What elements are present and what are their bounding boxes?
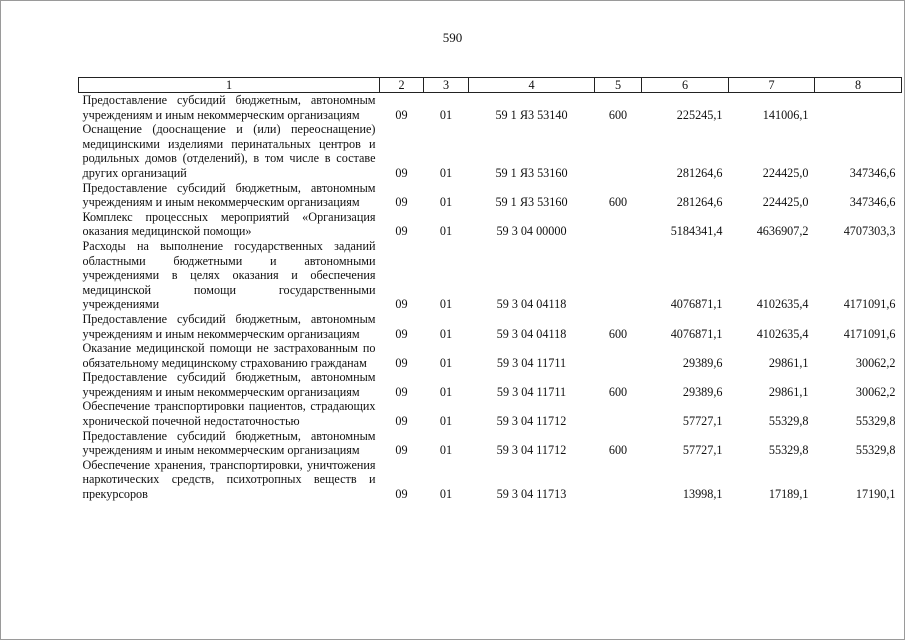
row-name: Комплекс процессных мероприятий «Организация оказания медицинской помощи» bbox=[82, 209, 376, 239]
table-body bbox=[79, 93, 902, 502]
row-subsection: 01 bbox=[439, 224, 453, 239]
row-target-code: 59 3 04 11711 bbox=[496, 384, 567, 399]
row-subsection: 01 bbox=[439, 165, 453, 180]
row-target-code: 59 3 04 04118 bbox=[496, 297, 567, 312]
row-amount-col6: 4076871,1 bbox=[670, 326, 723, 341]
row-target-code: 59 1 Я3 53160 bbox=[495, 165, 568, 180]
header-col-5: 5 bbox=[595, 78, 642, 93]
row-section: 09 bbox=[395, 224, 408, 239]
row-amount-col6: 57727,1 bbox=[682, 443, 723, 458]
row-section: 09 bbox=[395, 195, 408, 210]
row-expense-type: 600 bbox=[608, 384, 628, 399]
table-row bbox=[79, 239, 902, 312]
row-amount-col7: 224425,0 bbox=[762, 165, 809, 180]
row-amount-col6: 4076871,1 bbox=[670, 297, 723, 312]
row-target-code: 59 1 Я3 53140 bbox=[495, 107, 568, 122]
row-section: 09 bbox=[395, 384, 408, 399]
table-row bbox=[79, 122, 902, 180]
row-amount-col8: 17190,1 bbox=[855, 487, 896, 502]
row-amount-col8 bbox=[815, 93, 902, 123]
row-subsection: 01 bbox=[439, 384, 453, 399]
row-subsection: 01 bbox=[439, 326, 453, 341]
header-row bbox=[79, 78, 902, 93]
row-section: 09 bbox=[395, 355, 408, 370]
row-amount-col6: 5184341,4 bbox=[670, 224, 723, 239]
row-section: 09 bbox=[395, 297, 408, 312]
header-col-3: 3 bbox=[424, 78, 469, 93]
row-expense-type bbox=[595, 122, 642, 180]
row-expense-type: 600 bbox=[608, 195, 628, 210]
row-expense-type bbox=[595, 399, 642, 428]
row-subsection: 01 bbox=[439, 355, 453, 370]
row-amount-col7: 4102635,4 bbox=[756, 297, 809, 312]
row-name: Предоставление субсидий бюджетным, автономным учреждениям и иным некоммерческим организациям bbox=[82, 180, 376, 210]
row-amount-col8: 347346,6 bbox=[849, 195, 896, 210]
row-amount-col7: 29861,1 bbox=[768, 384, 809, 399]
header-col-1: 1 bbox=[79, 78, 380, 93]
row-amount-col7: 224425,0 bbox=[762, 195, 809, 210]
budget-table bbox=[78, 77, 902, 502]
row-subsection: 01 bbox=[439, 297, 453, 312]
row-amount-col7: 55329,8 bbox=[768, 414, 809, 429]
row-amount-col7: 4102635,4 bbox=[756, 326, 809, 341]
row-amount-col8: 55329,8 bbox=[855, 443, 896, 458]
row-amount-col6: 29389,6 bbox=[682, 384, 723, 399]
row-target-code: 59 3 04 04118 bbox=[496, 326, 567, 341]
row-amount-col7: 29861,1 bbox=[768, 355, 809, 370]
row-expense-type bbox=[595, 210, 642, 239]
row-subsection: 01 bbox=[439, 414, 453, 429]
table-row bbox=[79, 93, 902, 123]
row-amount-col8: 4171091,6 bbox=[843, 297, 896, 312]
row-name: Расходы на выполнение государственных заданий областными бюджетными и автономными учреждениями в целях оказания и обеспечения медицинской помощи государственными учреждениями bbox=[82, 238, 376, 312]
row-target-code: 59 3 04 11712 bbox=[496, 443, 567, 458]
row-name: Предоставление субсидий бюджетным, автономным учреждениям и иным некоммерческим организациям bbox=[82, 428, 376, 458]
table-row bbox=[79, 181, 902, 210]
table-row bbox=[79, 312, 902, 341]
row-amount-col7: 141006,1 bbox=[762, 107, 809, 122]
row-section: 09 bbox=[395, 165, 408, 180]
row-amount-col6: 281264,6 bbox=[676, 165, 723, 180]
row-subsection: 01 bbox=[439, 107, 453, 122]
row-name: Предоставление субсидий бюджетным, автономным учреждениям и иным некоммерческим организациям bbox=[82, 311, 376, 341]
table-row bbox=[79, 399, 902, 428]
row-amount-col6: 57727,1 bbox=[682, 414, 723, 429]
table-row bbox=[79, 458, 902, 502]
row-amount-col8: 4171091,6 bbox=[843, 326, 896, 341]
table-row bbox=[79, 429, 902, 458]
row-amount-col8: 4707303,3 bbox=[843, 224, 896, 239]
table-row bbox=[79, 210, 902, 239]
row-expense-type bbox=[595, 239, 642, 312]
row-target-code: 59 3 04 11711 bbox=[496, 355, 567, 370]
row-name: Предоставление субсидий бюджетным, автономным учреждениям и иным некоммерческим организациям bbox=[82, 93, 376, 122]
row-amount-col7: 55329,8 bbox=[768, 443, 809, 458]
row-name: Обеспечение транспортировки пациентов, страдающих хронической почечной недостаточностью bbox=[82, 399, 376, 429]
row-amount-col7: 17189,1 bbox=[768, 487, 809, 502]
row-expense-type: 600 bbox=[608, 107, 628, 122]
row-name: Оказание медицинской помощи не застрахованным по обязательному медицинскому страхованию гражданам bbox=[82, 341, 376, 370]
row-section: 09 bbox=[395, 326, 408, 341]
row-expense-type bbox=[595, 458, 642, 502]
header-col-8: 8 bbox=[815, 78, 902, 93]
row-target-code: 59 3 04 11713 bbox=[496, 487, 567, 502]
row-section: 09 bbox=[395, 443, 408, 458]
row-subsection: 01 bbox=[439, 443, 453, 458]
row-target-code: 59 1 Я3 53160 bbox=[495, 195, 568, 210]
row-name: Предоставление субсидий бюджетным, автономным учреждениям и иным некоммерческим организациям bbox=[82, 370, 376, 399]
row-subsection: 01 bbox=[439, 195, 453, 210]
row-amount-col6: 281264,6 bbox=[676, 195, 723, 210]
row-amount-col6: 29389,6 bbox=[682, 355, 723, 370]
row-target-code: 59 3 04 11712 bbox=[496, 414, 567, 429]
header-col-2: 2 bbox=[380, 78, 424, 93]
row-expense-type bbox=[595, 341, 642, 370]
row-amount-col6: 225245,1 bbox=[676, 107, 723, 122]
row-expense-type: 600 bbox=[608, 326, 628, 341]
row-amount-col8: 347346,6 bbox=[849, 165, 896, 180]
header-col-6: 6 bbox=[642, 78, 729, 93]
table-header bbox=[79, 78, 902, 93]
table-row bbox=[79, 341, 902, 370]
row-target-code: 59 3 04 00000 bbox=[496, 224, 567, 239]
page-number: 590 bbox=[442, 30, 463, 45]
row-name: Оснащение (дооснащение и (или) переоснащение) медицинскими изделиями перинатальных центров и родильных домов (отделений), в том числе в составе других организаций bbox=[82, 122, 376, 180]
row-amount-col8: 30062,2 bbox=[855, 355, 896, 370]
row-name: Обеспечение хранения, транспортировки, уничтожения наркотических средств, психотропных веществ и прекурсоров bbox=[82, 457, 376, 502]
row-amount-col8: 55329,8 bbox=[855, 414, 896, 429]
row-section: 09 bbox=[395, 107, 408, 122]
row-section: 09 bbox=[395, 414, 408, 429]
header-col-4: 4 bbox=[469, 78, 595, 93]
row-amount-col6: 13998,1 bbox=[682, 487, 723, 502]
row-amount-col7: 4636907,2 bbox=[756, 224, 809, 239]
row-subsection: 01 bbox=[439, 487, 453, 502]
row-expense-type: 600 bbox=[608, 443, 628, 458]
row-section: 09 bbox=[395, 487, 408, 502]
table-row bbox=[79, 370, 902, 399]
row-amount-col8: 30062,2 bbox=[855, 384, 896, 399]
header-col-7: 7 bbox=[729, 78, 815, 93]
